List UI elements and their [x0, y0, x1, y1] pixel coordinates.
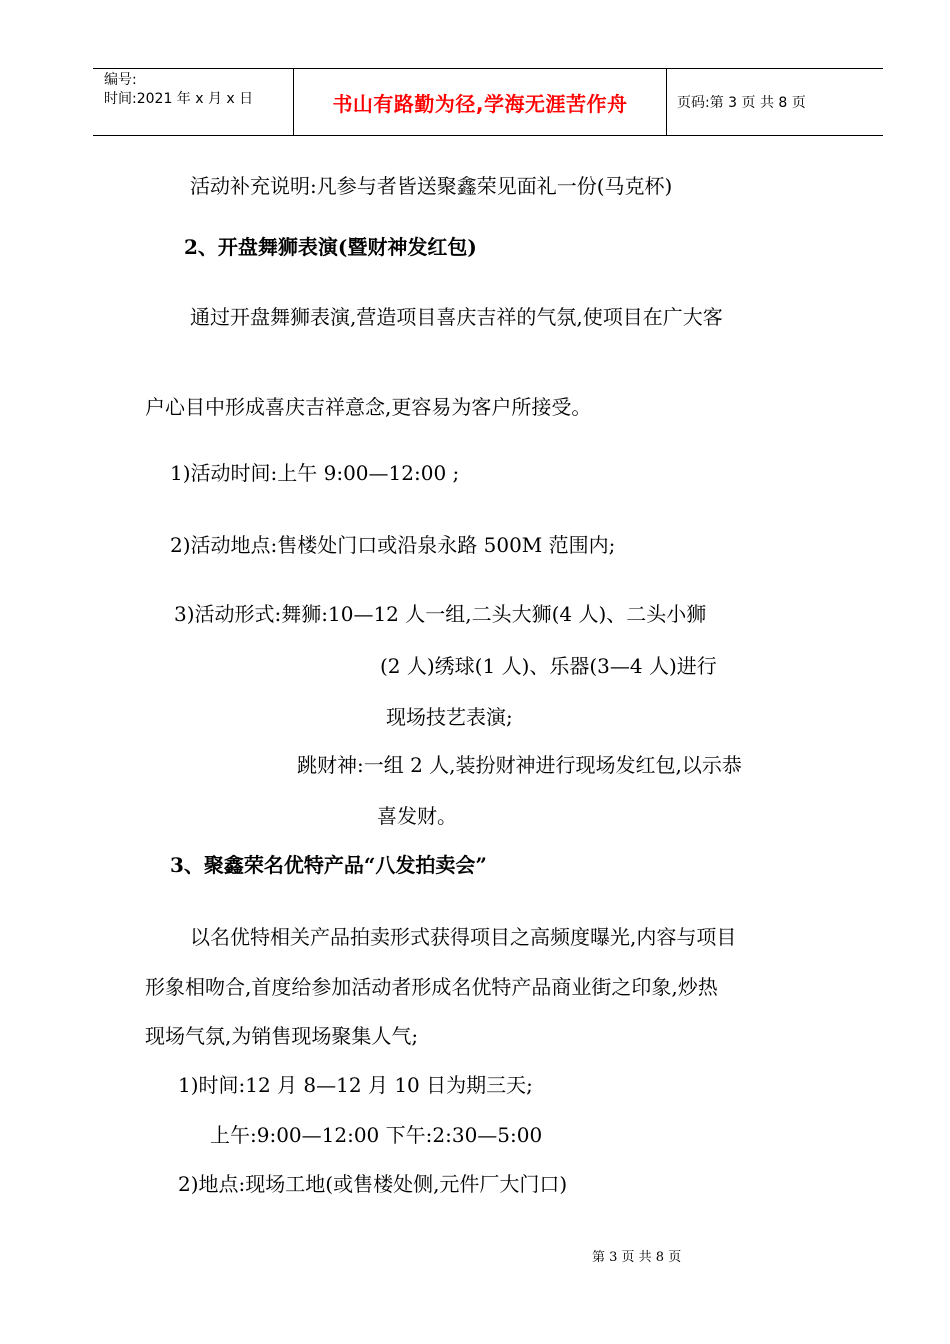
header-meta	[93, 69, 294, 135]
list-item-auction-location: 2)地点:现场工地(或售楼处侧,元件厂大门口)	[178, 1172, 568, 1196]
list-item-activity-form: 3)活动形式:舞狮:10—12 人一组,二头大狮(4 人)、二头小狮	[174, 602, 707, 626]
page-footer: 第 3 页 共 8 页	[592, 1250, 682, 1265]
list-item-activity-form-cont1: (2 人)绣球(1 人)、乐器(3—4 人)进行	[380, 654, 717, 678]
list-item-activity-time: 1)活动时间:上午 9:00—12:00 ;	[170, 461, 460, 485]
supplement-note: 活动补充说明:凡参与者皆送聚鑫荣见面礼一份(马克杯)	[190, 174, 673, 198]
list-item-auction-hours: 上午:9:00—12:00 下午:2:30—5:00	[210, 1123, 543, 1147]
header-page-code: 页码:第 3 页 共 8 页	[677, 95, 806, 111]
paragraph-lion-dance-line2: 户心目中形成喜庆吉祥意念,更容易为客户所接受。	[145, 395, 592, 419]
list-item-activity-form-cont2: 现场技艺表演;	[386, 705, 513, 729]
paragraph-auction-line1: 以名优特相关产品拍卖形式获得项目之高频度曝光,内容与项目	[190, 925, 737, 949]
document-number-label: 编号:	[104, 72, 137, 88]
document-time: 时间:2021 年 x 月 x 日	[104, 91, 254, 107]
header-motto-cell	[294, 69, 667, 135]
section-heading-auction: 3、聚鑫荣名优特产品“八发拍卖会”	[170, 853, 487, 877]
paragraph-auction-line3: 现场气氛,为销售现场聚集人气;	[145, 1024, 419, 1048]
paragraph-auction-line2: 形象相吻合,首度给参加活动者形成名优特产品商业街之印象,炒热	[145, 975, 718, 999]
list-item-god-of-wealth: 跳财神:一组 2 人,装扮财神进行现场发红包,以示恭	[297, 753, 742, 777]
section-heading-lion-dance: 2、开盘舞狮表演(暨财神发红包)	[184, 235, 477, 259]
list-item-auction-time: 1)时间:12 月 8—12 月 10 日为期三天;	[178, 1073, 533, 1097]
header-motto: 书山有路勤为径,学海无涯苦作舟	[332, 91, 628, 116]
list-item-god-of-wealth-cont: 喜发财。	[377, 804, 457, 828]
paragraph-lion-dance-line1: 通过开盘舞狮表演,营造项目喜庆吉祥的气氛,使项目在广大客	[190, 305, 723, 329]
list-item-activity-location: 2)活动地点:售楼处门口或沿泉永路 500M 范围内;	[170, 533, 616, 557]
page-header	[93, 68, 883, 136]
header-page-code-cell	[667, 69, 883, 135]
